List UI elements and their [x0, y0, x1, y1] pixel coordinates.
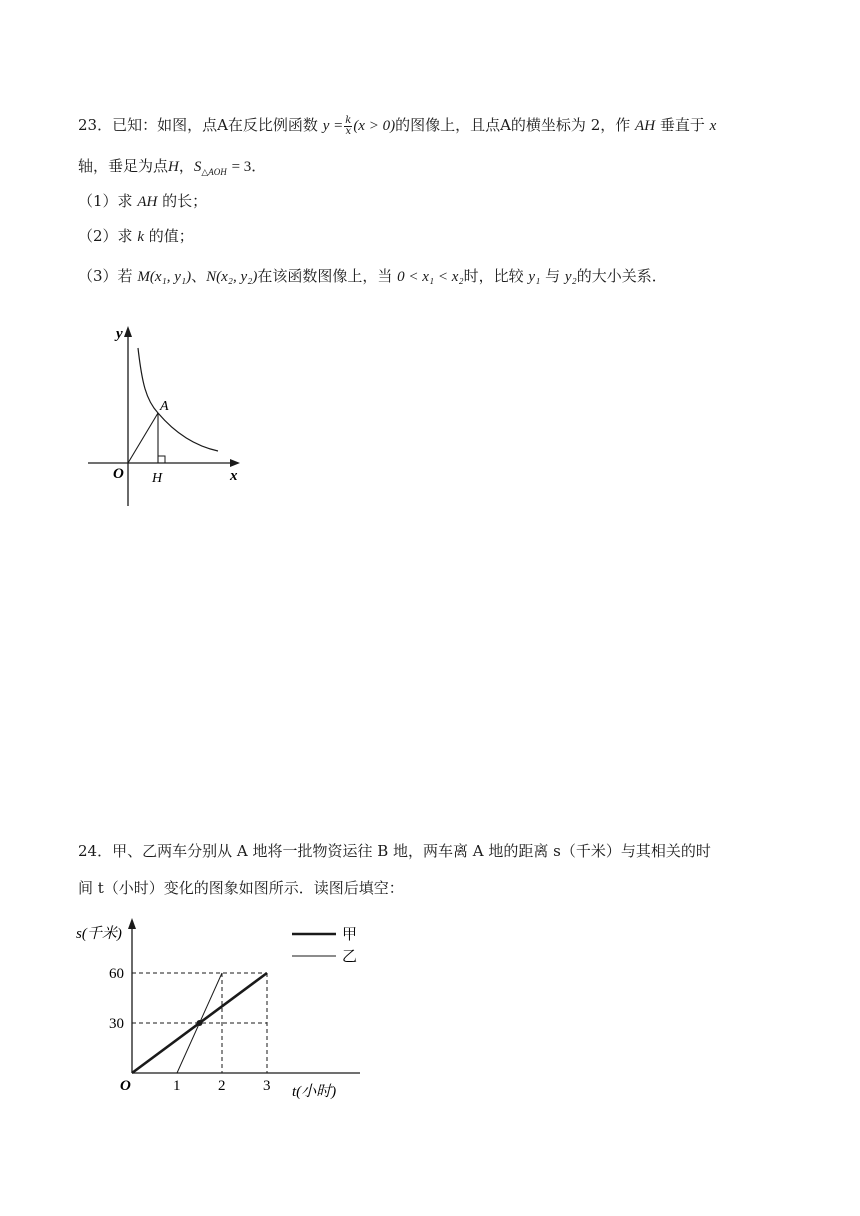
fraction-denominator: x	[345, 125, 352, 137]
q23-text-a: 已知：如图，点A在反比例函数	[112, 116, 318, 134]
q23-line1	[78, 114, 716, 137]
label-H: H	[152, 471, 163, 486]
label-A: A	[160, 399, 169, 414]
q24-number: 24．	[78, 842, 113, 860]
chart-origin: O	[120, 1078, 131, 1094]
x-tick-label-1: 1	[173, 1078, 181, 1094]
part3-M: M(x₁, y₁)	[137, 269, 192, 285]
q23-fraction	[344, 116, 352, 137]
part3-y2: y₂	[564, 269, 577, 285]
chart-y-arrow	[128, 918, 136, 929]
part1-label: （1）求	[78, 192, 133, 210]
label-y: y	[116, 326, 123, 342]
q23-ah: AH	[635, 118, 656, 134]
q23-line2-b: ，	[178, 157, 194, 175]
q24-line1	[78, 840, 711, 862]
q23-y-eq: y =	[322, 118, 344, 134]
part3-with: 与	[545, 267, 561, 285]
part3-ineq: 0 < x₁ < x₂	[397, 269, 464, 285]
q23-line2-end: ．	[251, 157, 267, 175]
q23-line2	[78, 155, 266, 183]
part3-label: （3）若	[78, 267, 133, 285]
part3-N: N(x₂, y₂)	[206, 269, 258, 285]
part3-mid2: 时，比较	[463, 267, 524, 285]
segment-OA	[128, 413, 158, 463]
q23-s-sub: △AOH	[201, 167, 227, 177]
q23-h-var: H	[168, 159, 179, 175]
part3-end: 的大小关系．	[576, 267, 667, 285]
label-O: O	[113, 466, 124, 482]
x-tick-label-3: 3	[263, 1078, 271, 1094]
label-x: x	[230, 468, 238, 484]
q24-chart	[70, 912, 370, 1107]
q23-part3	[78, 265, 667, 288]
q23-s-var: S	[193, 159, 202, 175]
right-angle-mark	[158, 456, 165, 463]
part2-label: （2）求	[78, 227, 133, 245]
q23-line2-a: 轴，垂足为点	[78, 157, 169, 175]
part3-y1: y₁	[528, 269, 541, 285]
part1-var: AH	[137, 194, 158, 210]
x-tick-label-2: 2	[218, 1078, 226, 1094]
part3-mid: 在该函数图像上，当	[257, 267, 393, 285]
q23-x-var: x	[709, 118, 717, 134]
q23-part2	[78, 225, 194, 248]
q24-line2	[78, 877, 404, 899]
q24-text1: 甲、乙两车分别从 A 地将一批物资运往 B 地，两车离 A 地的距离 s（千米）与其相关的时	[112, 842, 711, 860]
q23-part1	[78, 190, 207, 213]
q23-number: 23．	[78, 116, 113, 134]
y-tick-label-30: 30	[109, 1016, 124, 1032]
chart-ylabel: s(千米)	[76, 926, 122, 942]
intersection-point	[197, 1020, 203, 1026]
chart-xlabel: t(小时)	[292, 1084, 337, 1100]
q23-figure	[80, 318, 260, 513]
x-axis-arrow	[230, 459, 240, 467]
q24-text2: 间 t（小时）变化的图象如图所示．读图后填空：	[78, 879, 404, 897]
part3-sep: 、	[191, 267, 207, 285]
y-axis-arrow	[124, 326, 132, 337]
y-tick-label-60: 60	[109, 966, 124, 982]
hyperbola-curve	[138, 348, 218, 451]
q23-s-eq: = 3	[231, 159, 252, 175]
q23-text-b: 的图像上，且点A的横坐标为 2，作	[395, 116, 631, 134]
fraction-numerator: k	[345, 114, 352, 126]
part1-end: 的长；	[162, 192, 208, 210]
legend-label-jia: 甲	[342, 927, 358, 943]
q23-text-c: 垂直于	[659, 116, 705, 134]
part2-end: 的值；	[148, 227, 194, 245]
q23-condition: (x > 0)	[353, 118, 396, 134]
legend-label-yi: 乙	[342, 949, 358, 965]
part2-var: k	[137, 229, 144, 245]
